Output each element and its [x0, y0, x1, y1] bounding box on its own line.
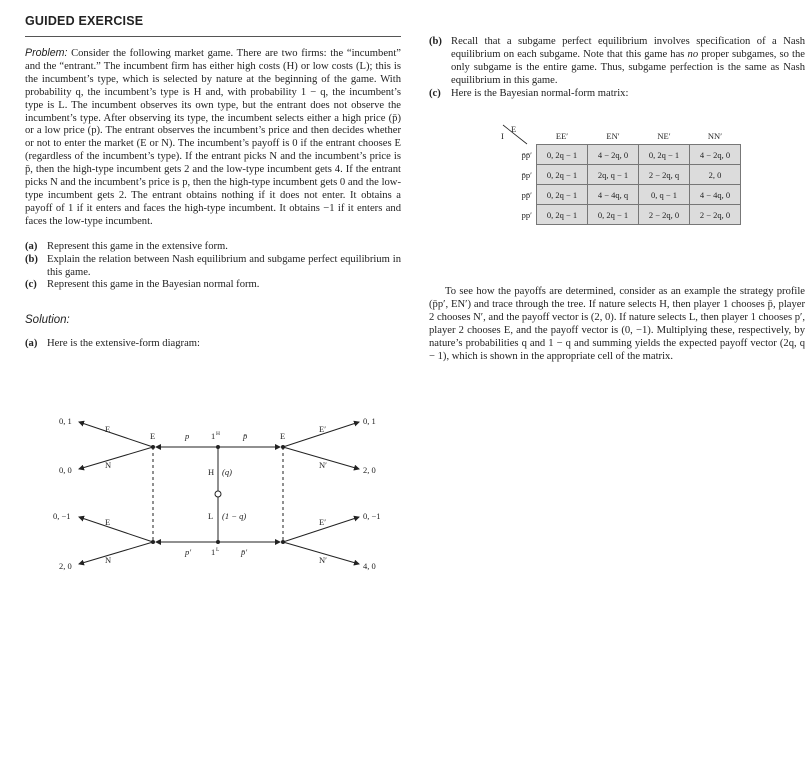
- right-column: [429, 36, 805, 101]
- table-cell: 0, 2q − 1: [639, 145, 690, 165]
- solution-label: Solution:: [25, 314, 70, 327]
- column-header: NE′: [657, 131, 671, 141]
- solution-text: Here is the extensive-form diagram:: [47, 338, 200, 350]
- table-cell: 0, q − 1: [639, 185, 690, 205]
- column-header: EE′: [555, 131, 569, 141]
- row-header: pp̄′: [521, 189, 532, 200]
- player1-low-label: 1: [211, 547, 216, 557]
- nature-node: [215, 491, 221, 497]
- row-player-label: I: [501, 131, 504, 141]
- branch-enter: [79, 422, 156, 447]
- problem-label: Problem:: [25, 47, 68, 59]
- row-header: pp′: [521, 209, 532, 220]
- payoff-label: 0, 1: [59, 416, 72, 426]
- table-cell: 0, 2q − 1: [537, 165, 588, 185]
- player1-high-label: 1: [211, 431, 216, 441]
- table-cell: 0, 2q − 1: [537, 205, 588, 225]
- player1-high-sup: H: [216, 431, 220, 437]
- question-item: [25, 254, 401, 280]
- table-cell: 4 − 2q, 0: [690, 145, 741, 165]
- question-list: [25, 241, 401, 293]
- solution-marker: (c): [429, 87, 441, 99]
- payoff-label: 4, 0: [363, 561, 376, 571]
- solution-marker: (a): [25, 338, 38, 350]
- enter-label: E′: [319, 517, 327, 527]
- solution-emphasis: no: [687, 48, 699, 60]
- column-header: NN′: [707, 131, 723, 141]
- table-row: [503, 205, 741, 225]
- table-row: [503, 165, 741, 185]
- row-header: p̄p′: [521, 169, 532, 180]
- action-label: p′: [185, 547, 192, 557]
- branch-no-enter: [79, 542, 153, 564]
- branch-no-enter: [79, 447, 153, 469]
- table-cell: 2 − 2q, 0: [690, 205, 741, 225]
- exercise-heading: GUIDED EXERCISE: [25, 14, 144, 28]
- entrant-label: E: [150, 431, 156, 441]
- enter-label: E′: [319, 424, 327, 434]
- solution-item-b: [429, 36, 805, 88]
- question-item: [25, 241, 401, 254]
- table-cell: 2 − 2q, 0: [639, 205, 690, 225]
- heading-rule: [25, 36, 401, 37]
- row-header: p̄p̄′: [521, 149, 532, 160]
- table-cell: 2 − 2q, q: [639, 165, 690, 185]
- table-cell: 4 − 2q, 0: [588, 145, 639, 165]
- matrix-corner: [501, 124, 531, 146]
- no-enter-label: N′: [319, 460, 327, 470]
- solution-marker: (b): [429, 36, 442, 47]
- question-text: Explain the relation between Nash equilibrium and subgame perfect equilibrium in this game.: [47, 253, 401, 278]
- normal-form-matrix: [501, 124, 741, 225]
- payoff-label: 0, 0: [59, 465, 72, 475]
- solution-text: Here is the Bayesian normal-form matrix:: [451, 87, 629, 99]
- nature-prob-h: (q): [222, 467, 232, 477]
- extensive-form-diagram: [25, 405, 395, 595]
- action-label: p̄′: [241, 547, 248, 557]
- solution-text: proper subgames, so the only subgame is the entire game. Thus, subgame perfection is the same as Nash equilibrium in this game.: [451, 48, 805, 86]
- table-row: [503, 185, 741, 205]
- nature-label-l: L: [208, 511, 214, 521]
- table-row: [503, 145, 741, 165]
- table-cell: 0, 2q − 1: [537, 145, 588, 165]
- no-enter-label: N: [105, 460, 112, 470]
- problem-text: Consider the following market game. There are two firms: the “incumbent” and the “entrant.” The incumbent firm has either high costs (H) or low costs (L); this is the incumbent’s type, which is selected by nature at the beginning of the game. With probability q, the incumbent’s type is H and, with probability 1 − q, the incumbent’s type is L. The incumbent observes its own type, but the entrant does not observe the incumbent’s type. After observing its type, the incumbent selects either a high price (p̄) or a low price (p). The entrant observes the incumbent’s price and then decides whether or not to enter the market (E or N). The incumbent’s payoff is 0 if the entrant chooses E (regardless of the incumbent’s type). If the entrant picks N and the incumbent’s price is p̄, then the high-type incumbent gets 2 and the low-type incumbent gets 4. If the entrant picks N and the incumbent’s price is p, then the high-type incumbent gets 0 and the low-type incumbent gets 2. The entrant obtains nothing if it does not enter. It obtains a payoff of 1 if it enters and faces the high-type incumbent. It obtains −1 if it enters and faces the low-type incumbent.: [25, 48, 401, 227]
- no-enter-label: N′: [319, 555, 327, 565]
- table-cell: 2, 0: [690, 165, 741, 185]
- nature-prob-l: (1 − q): [222, 511, 247, 521]
- explanation-paragraph: To see how the payoffs are determined, consider as an example the strategy profile (p̄p′, EN′) and trace through the tree. If nature selects H, then player 1 chooses p̄, player 2 chooses N′, and the payoff vector is (2, 0). If nature selects L, then player 1 chooses p′, player 2 chooses E, and the payoff vector is (0, −1). Multiplying these, respectively, by nature’s probabilities q and 1 − q and summing yields the expected payoff vector (2q, q − 1), which is shown in the appropriate cell of the matrix.: [429, 286, 805, 362]
- payoff-label: 2, 0: [59, 561, 72, 571]
- solution-text: Recall that a subgame perfect equilibrium involves specification of a Nash equilibrium on each subgame. Note that this game has: [451, 36, 805, 60]
- solution-item-a: [25, 338, 401, 351]
- table-cell: 4 − 4q, 0: [690, 185, 741, 205]
- player1-low-sup: L: [216, 547, 220, 553]
- action-label: p: [185, 431, 190, 441]
- payoff-label: 0, −1: [53, 511, 71, 521]
- enter-label: E: [105, 517, 111, 527]
- question-marker: (c): [25, 279, 37, 291]
- problem-statement: [25, 47, 401, 229]
- table-cell: 2q, q − 1: [588, 165, 639, 185]
- solution-item-c: [429, 88, 805, 101]
- question-text: Represent this game in the extensive form.: [47, 240, 228, 252]
- table-cell: 0, 2q − 1: [588, 205, 639, 225]
- payoff-table: [503, 128, 741, 225]
- question-marker: (a): [25, 240, 38, 252]
- question-item: [25, 279, 401, 292]
- table-cell: 0, 2q − 1: [537, 185, 588, 205]
- payoff-label: 0, −1: [363, 511, 381, 521]
- branch-enter: [79, 517, 153, 542]
- left-column: [25, 14, 401, 351]
- solution-parts: [429, 36, 805, 101]
- payoff-label: 0, 1: [363, 416, 376, 426]
- action-label: p̄: [243, 431, 248, 441]
- entrant-label: E: [280, 431, 286, 441]
- no-enter-label: N: [105, 555, 112, 565]
- nature-label-h: H: [208, 467, 215, 477]
- solution-list: [25, 338, 401, 351]
- question-marker: (b): [25, 253, 38, 265]
- table-cell: 4 − 4q, q: [588, 185, 639, 205]
- enter-label: E: [105, 424, 111, 434]
- payoff-label: 2, 0: [363, 465, 376, 475]
- col-player-label: E: [511, 124, 517, 134]
- column-header: EN′: [606, 131, 620, 141]
- question-text: Represent this game in the Bayesian normal form.: [47, 279, 260, 291]
- header-row: [503, 128, 741, 145]
